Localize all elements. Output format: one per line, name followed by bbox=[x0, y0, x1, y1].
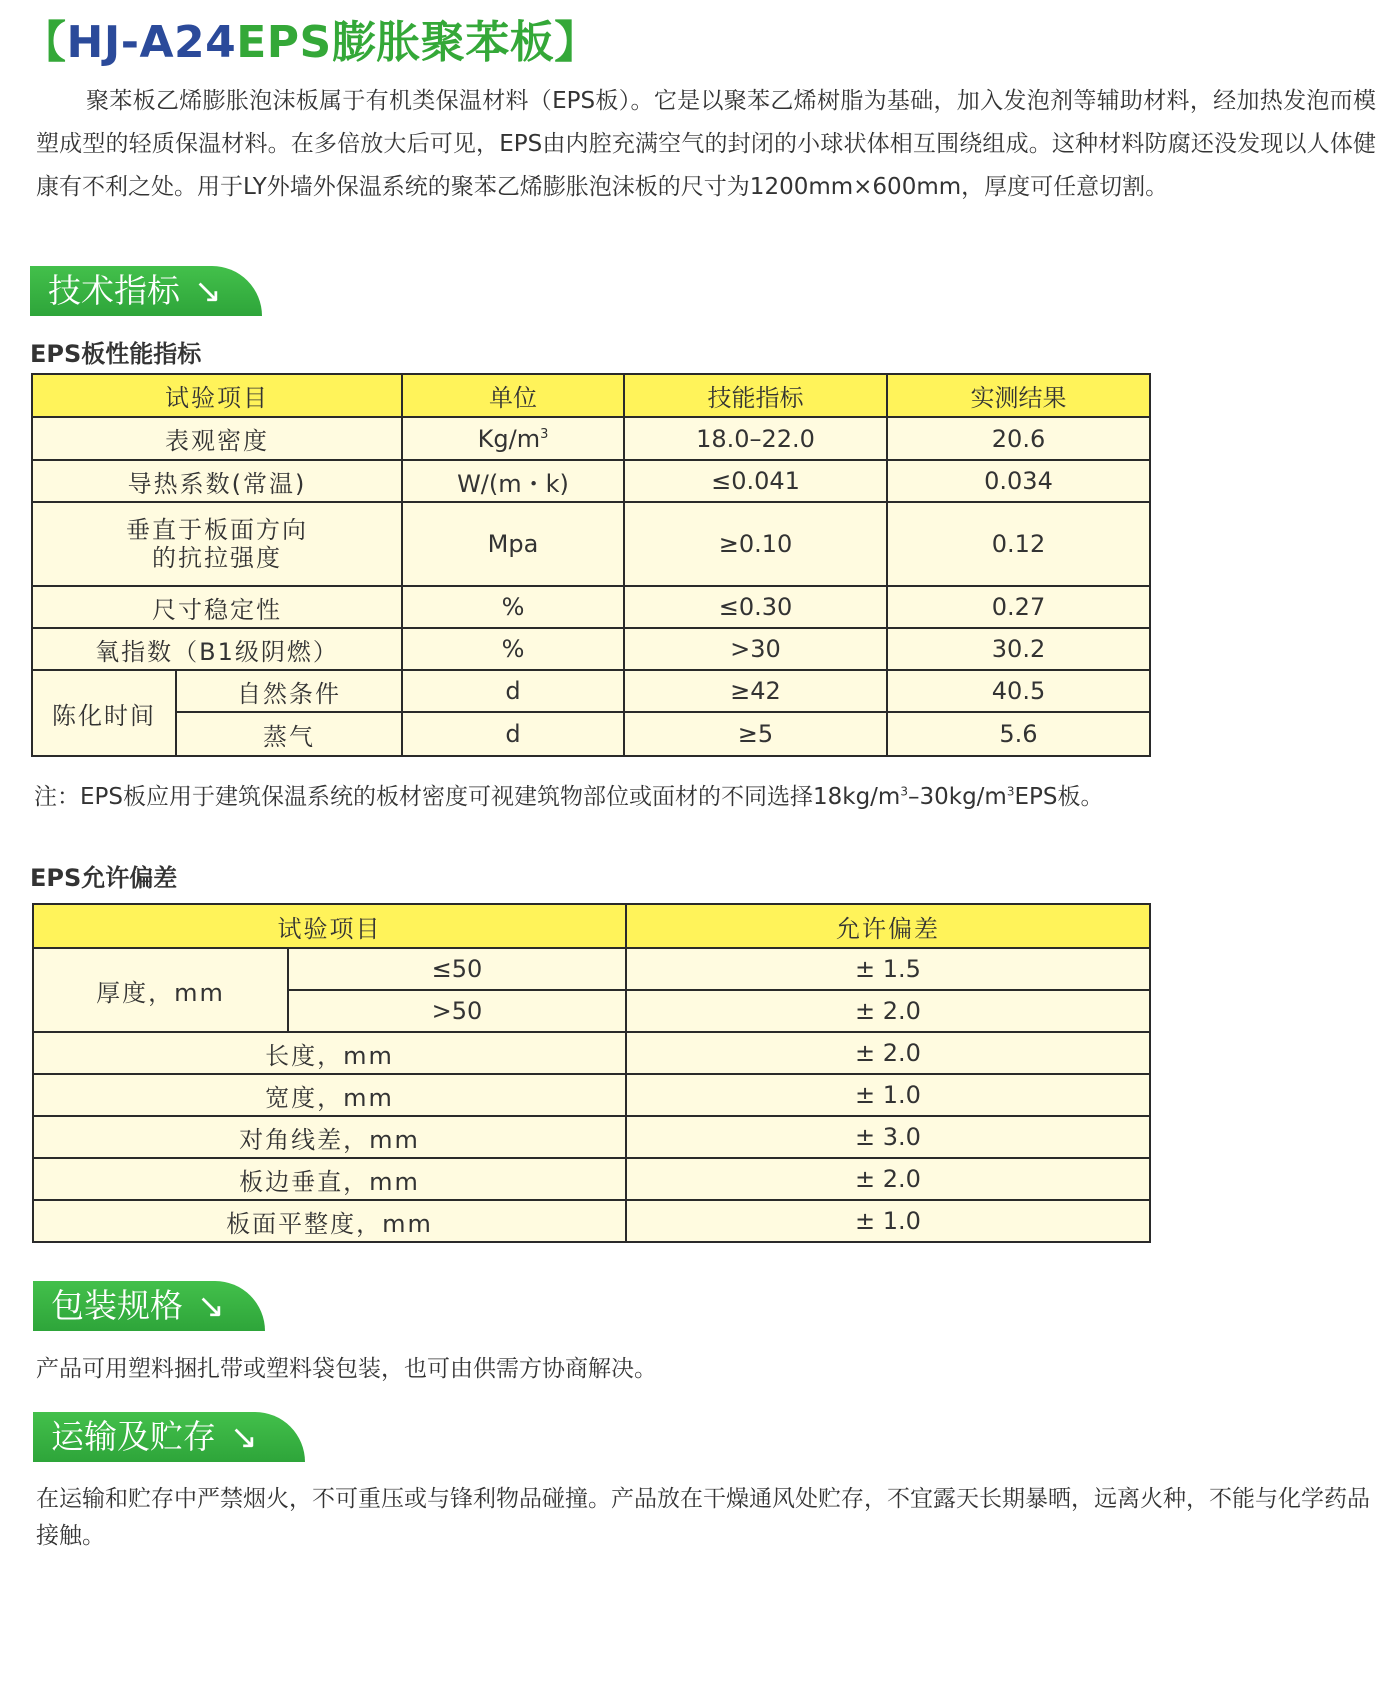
title-name: EPS膨胀聚苯板 bbox=[236, 17, 555, 68]
value-cell: ± 3.0 bbox=[626, 1116, 1150, 1158]
item-line-2: 的抗拉强度 bbox=[152, 544, 282, 572]
density-note bbox=[34, 778, 1103, 811]
aging-label-cell: 陈化时间 bbox=[32, 670, 176, 756]
aging-sub-cell: 自然条件 bbox=[176, 670, 402, 712]
section-header-packing bbox=[33, 1281, 265, 1331]
performance-table bbox=[31, 373, 1151, 757]
item-cell: 宽度，mm bbox=[33, 1074, 626, 1116]
table-row bbox=[33, 1158, 1150, 1200]
table-row bbox=[32, 628, 1150, 670]
aging-sub-cell: 蒸气 bbox=[176, 712, 402, 756]
table-row bbox=[33, 1032, 1150, 1074]
section-tech-label: 技术指标 bbox=[48, 271, 180, 310]
value-cell: ± 1.5 bbox=[626, 948, 1150, 990]
unit-cell: Mpa bbox=[402, 502, 624, 586]
result-cell: 5.6 bbox=[887, 712, 1150, 756]
unit-cell: W/(m・k) bbox=[402, 460, 624, 502]
arrow-down-right-icon: ↘ bbox=[194, 271, 222, 310]
value-cell: ± 2.0 bbox=[626, 990, 1150, 1032]
table-row bbox=[32, 586, 1150, 628]
result-cell: 20.6 bbox=[887, 417, 1150, 460]
header-cell: 单位 bbox=[402, 374, 624, 417]
note-superscript-2: 3 bbox=[1006, 784, 1015, 799]
spec-cell: ≥5 bbox=[624, 712, 887, 756]
item-cell: 长度，mm bbox=[33, 1032, 626, 1074]
table-header-row bbox=[32, 374, 1150, 417]
item-cell: 板边垂直，mm bbox=[33, 1158, 626, 1200]
unit-cell: d bbox=[402, 712, 624, 756]
item-line-1: 垂直于板面方向 bbox=[126, 516, 308, 544]
value-cell: ± 1.0 bbox=[626, 1200, 1150, 1242]
result-cell: 0.034 bbox=[887, 460, 1150, 502]
packing-text: 产品可用塑料捆扎带或塑料袋包装，也可由供需方协商解决。 bbox=[36, 1356, 657, 1382]
header-cell: 允许偏差 bbox=[626, 904, 1150, 948]
header-cell: 试验项目 bbox=[32, 374, 402, 417]
table-row bbox=[33, 1116, 1150, 1158]
unit-cell: % bbox=[402, 628, 624, 670]
table-row bbox=[32, 712, 1150, 756]
unit-cell: % bbox=[402, 586, 624, 628]
spec-cell: >30 bbox=[624, 628, 887, 670]
perf-table-caption: EPS板性能指标 bbox=[30, 340, 202, 368]
item-cell: 导热系数(常温) bbox=[32, 460, 402, 502]
thickness-label-cell: 厚度，mm bbox=[33, 948, 288, 1032]
tolerance-table bbox=[32, 903, 1151, 1243]
unit-cell: d bbox=[402, 670, 624, 712]
table-row bbox=[32, 417, 1150, 460]
title-model: HJ-A24 bbox=[66, 17, 237, 68]
intro-paragraph bbox=[36, 80, 1376, 209]
transport-text: 在运输和贮存中严禁烟火，不可重压或与锋利物品碰撞。产品放在干燥通风处贮存，不宜露天长期暴晒，远离火种，不能与化学药品接触。 bbox=[36, 1486, 1370, 1549]
value-cell: ± 1.0 bbox=[626, 1074, 1150, 1116]
title-bracket-right: 】 bbox=[554, 17, 599, 68]
table-row bbox=[32, 460, 1150, 502]
table-row bbox=[33, 1074, 1150, 1116]
table-row bbox=[33, 948, 1150, 990]
spec-cell: ≤0.30 bbox=[624, 586, 887, 628]
condition-cell: ≤50 bbox=[288, 948, 626, 990]
intro-text: 聚苯板乙烯膨胀泡沫板属于有机类保温材料（EPS板）。它是以聚苯乙烯树脂为基础，加入发泡剂等辅助材料，经加热发泡而模塑成型的轻质保温材料。在多倍放大后可见，EPS由内腔充满空气的封闭的小球状体相互围绕组成。这种材料防腐还没发现以人体健康有不利之处。用于LY外墙外保温系统的聚苯乙烯膨胀泡沫板的尺寸为1200mm×600mm，厚度可任意切割。 bbox=[36, 88, 1376, 200]
note-superscript-1: 3 bbox=[900, 784, 908, 799]
header-cell: 实测结果 bbox=[887, 374, 1150, 417]
spec-cell: ≤0.041 bbox=[624, 460, 887, 502]
table-row bbox=[32, 670, 1150, 712]
value-cell: ± 2.0 bbox=[626, 1032, 1150, 1074]
unit-superscript: 3 bbox=[540, 426, 549, 442]
item-cell: 氧指数（B1级阴燃） bbox=[32, 628, 402, 670]
spec-cell: ≥42 bbox=[624, 670, 887, 712]
page-title bbox=[22, 6, 599, 70]
result-cell: 0.12 bbox=[887, 502, 1150, 586]
item-cell: 尺寸稳定性 bbox=[32, 586, 402, 628]
result-cell: 0.27 bbox=[887, 586, 1150, 628]
item-cell: 对角线差，mm bbox=[33, 1116, 626, 1158]
tol-table-caption: EPS允许偏差 bbox=[30, 864, 178, 892]
item-cell bbox=[32, 502, 402, 586]
table-header-row bbox=[33, 904, 1150, 948]
section-transport-label: 运输及贮存 bbox=[51, 1417, 216, 1456]
item-cell: 表观密度 bbox=[32, 417, 402, 460]
note-middle: –30kg/m bbox=[907, 784, 1007, 810]
table-row bbox=[32, 502, 1150, 586]
section-header-transport bbox=[33, 1412, 305, 1462]
arrow-down-right-icon: ↘ bbox=[197, 1286, 225, 1325]
arrow-down-right-icon: ↘ bbox=[230, 1417, 258, 1456]
title-bracket-left: 【 bbox=[22, 17, 67, 68]
item-cell: 板面平整度，mm bbox=[33, 1200, 626, 1242]
note-suffix: EPS板。 bbox=[1014, 784, 1104, 810]
condition-cell: >50 bbox=[288, 990, 626, 1032]
result-cell: 40.5 bbox=[887, 670, 1150, 712]
value-cell: ± 2.0 bbox=[626, 1158, 1150, 1200]
table-row bbox=[33, 1200, 1150, 1242]
header-cell: 试验项目 bbox=[33, 904, 626, 948]
header-cell: 技能指标 bbox=[624, 374, 887, 417]
spec-cell: ≥0.10 bbox=[624, 502, 887, 586]
unit-text: Kg/m bbox=[477, 424, 541, 453]
note-prefix: 注：EPS板应用于建筑保温系统的板材密度可视建筑物部位或面材的不同选择18kg/m bbox=[34, 784, 901, 810]
section-header-tech bbox=[30, 266, 262, 316]
unit-cell bbox=[402, 417, 624, 460]
result-cell: 30.2 bbox=[887, 628, 1150, 670]
spec-cell: 18.0–22.0 bbox=[624, 417, 887, 460]
section-packing-label: 包装规格 bbox=[51, 1286, 183, 1325]
